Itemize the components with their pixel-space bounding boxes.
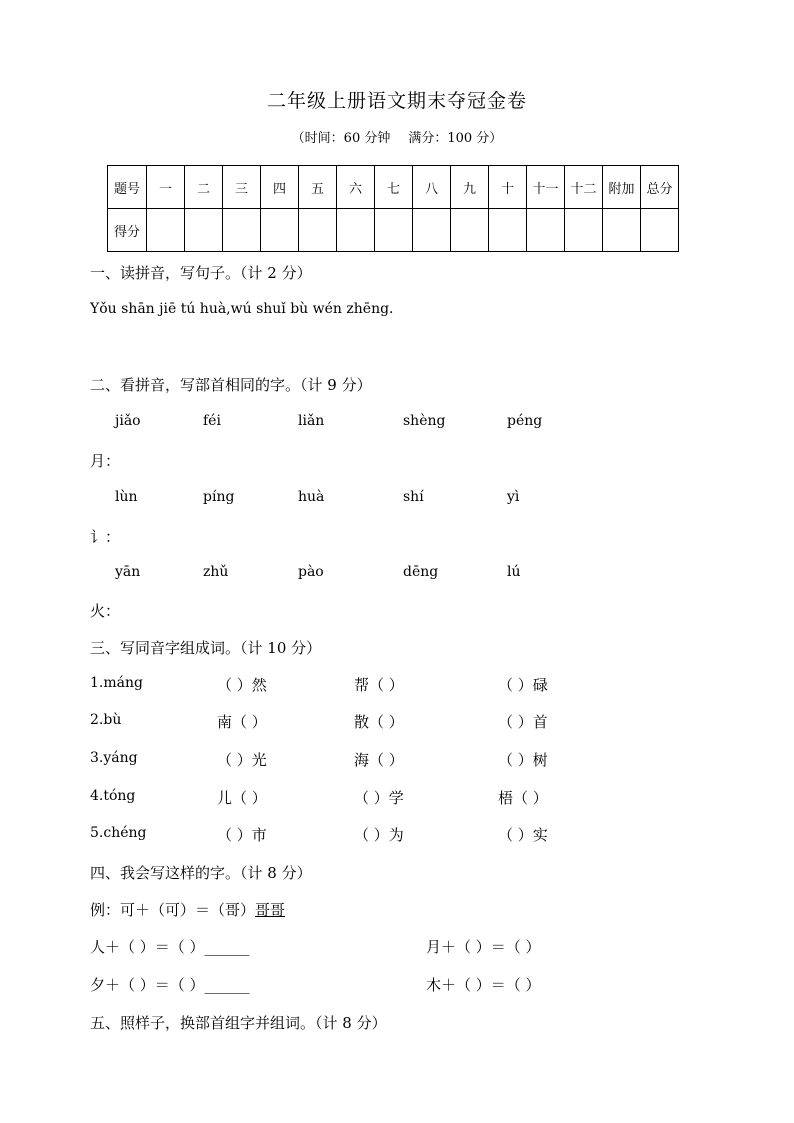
q2-pinyin: píng xyxy=(203,489,235,505)
q3-blank: （ ）首 xyxy=(498,713,548,731)
q3-blank: 儿（ ） xyxy=(217,789,267,807)
score-cell[interactable] xyxy=(451,209,489,252)
q3-blank: （ ）实 xyxy=(498,826,548,844)
q2-radical-label: 火： xyxy=(90,602,121,620)
q3-heading: 三、写同音字组成词。（计 10 分） xyxy=(90,639,322,657)
q2-pinyin: yì xyxy=(507,489,520,505)
q2-heading: 二、看拼音，写部首相同的字。（计 9 分） xyxy=(90,376,372,394)
q1-pinyin-sentence: Yǒu shān jiē tú huà,wú shuǐ bù wén zhēng. xyxy=(90,301,394,317)
q4-exercise: 夕＋（ ）＝（ ）______ xyxy=(90,976,250,994)
score-cell[interactable] xyxy=(185,209,223,252)
score-table-score-row xyxy=(108,209,679,252)
q3-blank: （ ）学 xyxy=(354,789,404,807)
q2-pinyin: shí xyxy=(403,489,424,505)
score-table-header: 十 xyxy=(489,166,527,209)
q2-pinyin: liǎn xyxy=(298,413,325,429)
full-score: 满分：100 分） xyxy=(408,131,503,146)
score-table-header: 二 xyxy=(185,166,223,209)
q3-blank: 南（ ） xyxy=(217,713,267,731)
q2-radical-label: 讠： xyxy=(90,528,121,546)
q3-blank: （ ）为 xyxy=(354,826,404,844)
score-cell[interactable] xyxy=(337,209,375,252)
q4-exercise: 人＋（ ）＝（ ）______ xyxy=(90,938,250,956)
page-title: 二年级上册语文期末夺冠金卷 xyxy=(266,90,527,112)
q4-heading: 四、我会写这样的字。（计 8 分） xyxy=(90,864,312,882)
q2-pinyin: péng xyxy=(507,413,543,429)
q3-blank: 帮（ ） xyxy=(354,676,404,694)
q4-example-answer: 哥哥 xyxy=(255,901,286,919)
score-cell[interactable] xyxy=(299,209,337,252)
q3-blank: 散（ ） xyxy=(354,713,404,731)
exam-info xyxy=(0,127,794,146)
q2-pinyin: pào xyxy=(298,564,324,580)
score-table-header: 十一 xyxy=(527,166,565,209)
score-cell[interactable] xyxy=(565,209,603,252)
q3-item-pinyin: 3.yáng xyxy=(90,750,138,766)
score-table-header: 一 xyxy=(147,166,185,209)
q3-blank: （ ）市 xyxy=(217,826,267,844)
q3-blank: 海（ ） xyxy=(354,751,404,769)
score-table-header: 六 xyxy=(337,166,375,209)
q2-pinyin: jiǎo xyxy=(115,413,141,429)
q2-radical-label: 月： xyxy=(90,452,121,470)
score-table-row-label: 得分 xyxy=(108,209,147,252)
q1-heading: 一、读拼音，写句子。（计 2 分） xyxy=(90,264,312,282)
q2-pinyin: lùn xyxy=(115,489,138,505)
score-cell[interactable] xyxy=(223,209,261,252)
score-cell[interactable] xyxy=(375,209,413,252)
q3-item-pinyin: 4.tóng xyxy=(90,788,136,804)
q4-example xyxy=(90,899,285,920)
score-table-header-row xyxy=(108,166,679,209)
q3-item-pinyin: 1.máng xyxy=(90,675,143,691)
score-table-header: 五 xyxy=(299,166,337,209)
score-table-header: 四 xyxy=(261,166,299,209)
score-table-header: 三 xyxy=(223,166,261,209)
q5-heading: 五、照样子，换部首组字并组词。（计 8 分） xyxy=(90,1014,387,1032)
q3-blank: （ ）然 xyxy=(217,676,267,694)
score-cell[interactable] xyxy=(641,209,679,252)
score-table-header: 八 xyxy=(413,166,451,209)
score-cell[interactable] xyxy=(489,209,527,252)
q3-item-pinyin: 5.chéng xyxy=(90,825,147,841)
q2-pinyin: shèng xyxy=(403,413,446,429)
q2-pinyin: huà xyxy=(298,489,325,505)
score-cell[interactable] xyxy=(261,209,299,252)
q4-example-prefix: 例：可＋（可）＝（哥） xyxy=(90,901,256,919)
score-table-header: 总分 xyxy=(641,166,679,209)
q3-blank: 梧（ ） xyxy=(498,789,548,807)
q2-pinyin: féi xyxy=(203,413,221,429)
q2-pinyin: yān xyxy=(115,564,141,580)
q3-blank: （ ）树 xyxy=(498,751,548,769)
score-table xyxy=(107,165,679,252)
score-table-header: 九 xyxy=(451,166,489,209)
q3-blank: （ ）碌 xyxy=(498,676,548,694)
score-cell[interactable] xyxy=(603,209,641,252)
q3-item-pinyin: 2.bù xyxy=(90,712,122,728)
q2-pinyin: lú xyxy=(507,564,521,580)
q4-exercise: 木＋（ ）＝（ ） xyxy=(426,976,541,994)
time-limit: （时间：60 分钟 xyxy=(291,131,391,146)
score-cell[interactable] xyxy=(147,209,185,252)
score-cell[interactable] xyxy=(527,209,565,252)
score-table-row-label: 题号 xyxy=(108,166,147,209)
q3-blank: （ ）光 xyxy=(217,751,267,769)
score-table-header: 七 xyxy=(375,166,413,209)
q2-pinyin: dēng xyxy=(403,564,439,580)
score-table-header: 十二 xyxy=(565,166,603,209)
score-table-header: 附加 xyxy=(603,166,641,209)
score-cell[interactable] xyxy=(413,209,451,252)
q4-exercise: 月＋（ ）＝（ ） xyxy=(426,938,541,956)
q2-pinyin: zhǔ xyxy=(203,564,229,580)
